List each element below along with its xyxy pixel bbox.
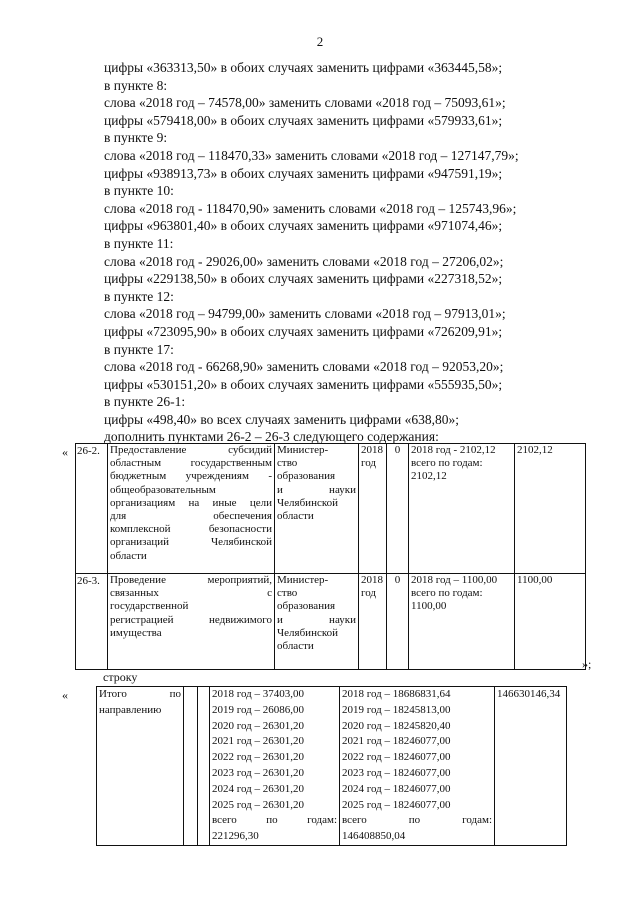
executor-line: и науки	[277, 613, 356, 626]
table-row	[76, 444, 586, 574]
amendment-line: цифры «363313,50» в обоих случаях заменить цифрами «363445,58»;	[104, 60, 503, 75]
executor-line: области	[277, 640, 314, 653]
itogo-years-col2	[340, 687, 495, 846]
stroku-label: строку	[103, 670, 138, 684]
itogo-label-right: по	[169, 688, 181, 700]
opening-quote: «	[62, 445, 68, 459]
amendment-line: в пункте 11:	[104, 235, 174, 251]
vsego-line	[212, 813, 337, 829]
itogo-label	[97, 687, 184, 846]
description-line: бюджетным учреждениям -	[110, 470, 272, 483]
description-line: организациям на иные цели	[110, 496, 272, 509]
year-line: 2018	[361, 574, 383, 586]
amount-line: 2018 год – 1100,00	[411, 574, 498, 586]
row-total: 1100,00	[515, 574, 586, 670]
vsego-word: всего	[212, 814, 237, 827]
description-line: Проведение мероприятий,	[110, 574, 272, 586]
amount-line: всего по годам:	[411, 587, 483, 600]
description-line: государственной	[110, 600, 189, 613]
amendment-line: слова «2018 год - 66268,90» заменить словами «2018 год – 92053,20»;	[104, 359, 504, 375]
vsego-word: по	[266, 814, 278, 827]
year-amount: 2025 год – 26301,20	[212, 798, 305, 811]
description-line: регистрацией недвижимого	[110, 613, 272, 626]
amendment-line: в пункте 12:	[104, 288, 174, 304]
executor-line: Челябинской	[277, 496, 339, 509]
year-amount: 2019 год – 18245813,00	[342, 703, 451, 716]
year-amount: 2022 год – 18246077,00	[342, 751, 451, 764]
executor-line: и науки	[277, 483, 356, 496]
year-line: год	[361, 587, 377, 600]
amendment-line: слова «2018 год – 94799,00» заменить словами «2018 год – 97913,01»;	[104, 306, 506, 322]
itogo-label-line2: направлению	[99, 703, 162, 716]
description-line: для обеспечения	[110, 510, 272, 523]
amendment-line: цифры «530151,20» в обоих случаях заменить цифрами «555935,50»;	[104, 376, 503, 392]
amendment-line: в пункте 17:	[104, 341, 174, 357]
row-amount	[409, 574, 515, 670]
itogo-table	[96, 686, 567, 846]
opening-quote-2: «	[62, 688, 68, 702]
description-line: областным государственным	[110, 457, 272, 470]
amendment-line: цифры «723095,90» в обоих случаях заменить цифрами «726209,91»;	[104, 323, 503, 339]
vsego-word: всего	[342, 814, 367, 827]
vsego-value: 146408850,04	[342, 830, 406, 843]
row-year	[359, 444, 387, 574]
row-year	[359, 574, 387, 670]
amount-line: всего по годам:	[411, 457, 483, 470]
amount-line: 1100,00	[411, 600, 447, 613]
amendment-line: цифры «963801,40» в обоих случаях заменить цифрами «971074,46»;	[104, 218, 503, 234]
executor-line: ство	[277, 457, 298, 470]
executor-line: области	[277, 510, 314, 523]
year-amount: 2023 год – 18246077,00	[342, 766, 451, 779]
description-line: общеобразовательным	[110, 483, 216, 496]
executor-line: образования	[277, 470, 336, 483]
vsego-word: годам:	[462, 814, 492, 827]
itogo-years-col1	[210, 687, 340, 846]
table-row	[97, 687, 567, 846]
year-amount: 2022 год – 26301,20	[212, 751, 305, 764]
amendment-line: слова «2018 год – 74578,00» заменить словами «2018 год – 75093,61»;	[104, 95, 506, 111]
amount-line: 2102,12	[411, 470, 447, 483]
row-executor	[275, 574, 359, 670]
amendment-line: в пункте 10:	[104, 183, 174, 199]
year-amount: 2024 год – 26301,20	[212, 782, 305, 795]
closing-quote: »;	[582, 657, 592, 671]
description-line: имущества	[110, 626, 162, 639]
row-description	[108, 574, 275, 670]
amendment-text	[104, 59, 594, 446]
new-items-table	[75, 443, 586, 670]
amendment-line: цифры «498,40» во всех случаях заменить цифрами «638,80»;	[104, 411, 459, 427]
executor-line: Министер-	[277, 444, 329, 456]
year-line: 2018	[361, 444, 383, 456]
year-line: год	[361, 457, 377, 470]
executor-line: образования	[277, 600, 336, 613]
year-amount: 2020 год – 26301,20	[212, 719, 305, 732]
amendment-line: слова «2018 год – 118470,33» заменить словами «2018 год – 127147,79»;	[104, 147, 519, 163]
amendment-line: цифры «579418,00» в обоих случаях заменить цифрами «579933,61»;	[104, 112, 503, 128]
year-amount: 2025 год – 18246077,00	[342, 798, 451, 811]
row-total: 2102,12	[515, 444, 586, 574]
year-amount: 2023 год – 26301,20	[212, 766, 305, 779]
row-executor	[275, 444, 359, 574]
description-line: области	[110, 549, 147, 562]
year-amount: 2021 год – 18246077,00	[342, 735, 451, 748]
year-amount: 2020 год – 18245820,40	[342, 719, 451, 732]
description-line: организаций Челябинской	[110, 536, 272, 549]
year-amount: 2021 год – 26301,20	[212, 735, 305, 748]
vsego-value: 221296,30	[212, 830, 259, 843]
year-amount: 2018 год – 37403,00	[212, 688, 305, 700]
itogo-label-left: Итого	[99, 688, 127, 700]
page-number: 2	[316, 34, 324, 49]
empty-cell	[184, 687, 198, 846]
amendment-line: слова «2018 год - 29026,00» заменить словами «2018 год – 27206,02»;	[104, 253, 504, 269]
amendment-line: в пункте 8:	[104, 77, 168, 93]
executor-line: Министер-	[277, 574, 329, 586]
year-amount: 2019 год – 26086,00	[212, 703, 305, 716]
row-number: 26-2.	[76, 444, 108, 574]
row-description	[108, 444, 275, 574]
amendment-line: цифры «229138,50» в обоих случаях заменить цифрами «227318,52»;	[104, 271, 503, 287]
year-amount: 2018 год – 18686831,64	[342, 688, 451, 700]
year-amount: 2024 год – 18246077,00	[342, 782, 451, 795]
amount-line: 2018 год - 2102,12	[411, 444, 496, 456]
table-row	[76, 574, 586, 670]
description-line: связанных с	[110, 587, 272, 600]
vsego-word: годам:	[307, 814, 337, 827]
executor-line: ство	[277, 587, 298, 600]
amendment-line: слова «2018 год - 118470,90» заменить словами «2018 год – 125743,96»;	[104, 200, 517, 216]
row-number: 26-3.	[76, 574, 108, 670]
executor-line: Челябинской	[277, 626, 339, 639]
vsego-word: по	[408, 814, 421, 827]
amendment-line: в пункте 9:	[104, 130, 168, 146]
description-line: комплексной безопасности	[110, 523, 272, 536]
amendment-line: в пункте 26-1:	[104, 394, 186, 410]
itogo-total: 146630146,34	[495, 687, 567, 846]
row-zero: 0	[387, 444, 409, 574]
amendment-line: цифры «938913,73» в обоих случаях заменить цифрами «947591,19»;	[104, 165, 503, 181]
amendment-line: дополнить пунктами 26-2 – 26-3 следующего содержания:	[104, 429, 439, 445]
description-line: Предоставление субсидий	[110, 444, 272, 456]
row-zero: 0	[387, 574, 409, 670]
vsego-line	[342, 813, 492, 829]
empty-cell	[198, 687, 210, 846]
row-amount	[409, 444, 515, 574]
